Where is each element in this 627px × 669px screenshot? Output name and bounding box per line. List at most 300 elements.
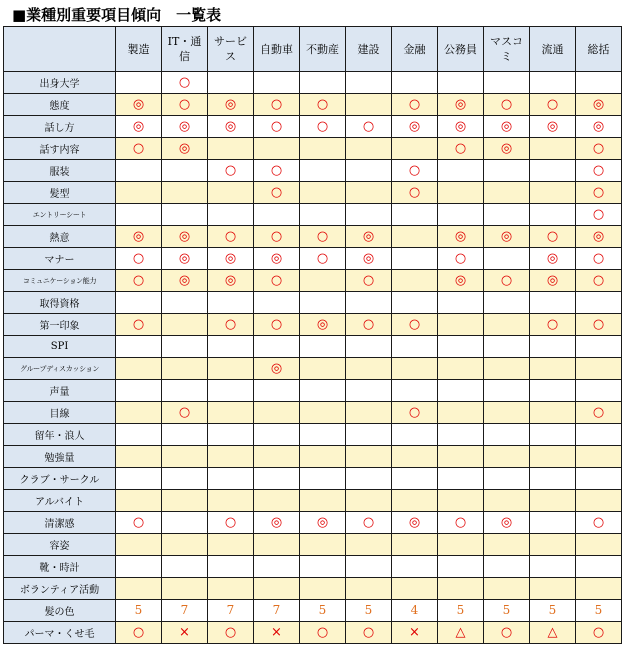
- table-row: [4, 380, 622, 402]
- table-cell: ◎: [300, 512, 346, 534]
- table-cell: [254, 556, 300, 578]
- table-cell: ○: [116, 138, 162, 160]
- table-cell: [484, 578, 530, 600]
- row-label: 取得資格: [4, 292, 116, 314]
- table-cell: 4: [392, 600, 438, 622]
- table-cell: [438, 314, 484, 336]
- table-cell: [484, 248, 530, 270]
- table-cell: [484, 314, 530, 336]
- table-cell: △: [530, 622, 576, 644]
- table-cell: ◎: [162, 248, 208, 270]
- table-cell: [300, 204, 346, 226]
- table-cell: [576, 424, 622, 446]
- table-cell: [116, 380, 162, 402]
- table-body: [4, 72, 622, 644]
- table-cell: ◎: [438, 116, 484, 138]
- table-cell: [116, 446, 162, 468]
- table-cell: [116, 358, 162, 380]
- table-cell: ○: [254, 314, 300, 336]
- table-cell: ○: [576, 402, 622, 424]
- table-cell: [392, 72, 438, 94]
- table-cell: ○: [392, 160, 438, 182]
- table-cell: ◎: [116, 226, 162, 248]
- table-cell: [530, 424, 576, 446]
- table-cell: [438, 446, 484, 468]
- table-cell: [162, 314, 208, 336]
- table-cell: [438, 380, 484, 402]
- table-cell: ○: [300, 622, 346, 644]
- table-cell: ○: [116, 622, 162, 644]
- table-cell: ○: [254, 182, 300, 204]
- table-cell: 7: [254, 600, 300, 622]
- industry-importance-table: [3, 26, 622, 644]
- table-cell: ○: [208, 226, 254, 248]
- column-header-line1: 自動車: [260, 42, 293, 56]
- table-cell: [346, 490, 392, 512]
- table-cell: ○: [162, 94, 208, 116]
- table-cell: [162, 336, 208, 358]
- table-cell: [576, 380, 622, 402]
- table-cell: [576, 534, 622, 556]
- table-cell: ○: [254, 226, 300, 248]
- table-cell: [254, 468, 300, 490]
- table-cell: ◎: [162, 138, 208, 160]
- table-cell: [116, 292, 162, 314]
- table-cell: [300, 534, 346, 556]
- table-cell: ○: [392, 402, 438, 424]
- table-row: [4, 116, 622, 138]
- table-row: [4, 94, 622, 116]
- table-cell: [254, 204, 300, 226]
- table-cell: [438, 534, 484, 556]
- row-label: 話し方: [4, 116, 116, 138]
- table-cell: [438, 292, 484, 314]
- table-cell: [300, 160, 346, 182]
- table-cell: [484, 204, 530, 226]
- table-cell: [530, 468, 576, 490]
- table-cell: ○: [530, 226, 576, 248]
- table-cell: [530, 336, 576, 358]
- table-cell: [530, 446, 576, 468]
- table-cell: ○: [438, 512, 484, 534]
- table-cell: [484, 292, 530, 314]
- table-cell: [346, 424, 392, 446]
- table-cell: [530, 292, 576, 314]
- table-cell: ◎: [530, 248, 576, 270]
- table-cell: [254, 72, 300, 94]
- table-cell: 5: [484, 600, 530, 622]
- table-row: [4, 248, 622, 270]
- table-cell: [116, 578, 162, 600]
- table-cell: [438, 336, 484, 358]
- table-cell: [392, 380, 438, 402]
- column-header-line2: ス: [225, 50, 236, 63]
- table-cell: ○: [254, 160, 300, 182]
- table-cell: [438, 358, 484, 380]
- row-label: 出身大学: [4, 72, 116, 94]
- table-cell: ○: [484, 270, 530, 292]
- table-cell: [116, 490, 162, 512]
- table-cell: [208, 446, 254, 468]
- table-cell: ◎: [346, 248, 392, 270]
- table-cell: [576, 578, 622, 600]
- table-cell: ◎: [392, 512, 438, 534]
- table-cell: ◎: [208, 270, 254, 292]
- table-cell: ○: [208, 622, 254, 644]
- row-label: 清潔感: [4, 512, 116, 534]
- table-cell: ○: [392, 314, 438, 336]
- table-cell: [300, 292, 346, 314]
- table-cell: [346, 358, 392, 380]
- table-cell: ○: [300, 116, 346, 138]
- table-cell: ○: [392, 182, 438, 204]
- table-cell: [484, 468, 530, 490]
- table-cell: ◎: [438, 270, 484, 292]
- table-cell: 5: [576, 600, 622, 622]
- column-header: [346, 27, 392, 72]
- table-cell: ◎: [530, 270, 576, 292]
- table-row: [4, 490, 622, 512]
- table-cell: [438, 182, 484, 204]
- table-row: [4, 446, 622, 468]
- column-header-line2: ミ: [501, 50, 512, 63]
- table-cell: [116, 160, 162, 182]
- table-cell: [208, 490, 254, 512]
- column-header: [300, 27, 346, 72]
- row-label: 態度: [4, 94, 116, 116]
- table-cell: [438, 72, 484, 94]
- row-label: 第一印象: [4, 314, 116, 336]
- table-cell: ×: [254, 622, 300, 644]
- row-label: クラブ・サークル: [4, 468, 116, 490]
- row-label: パーマ・くせ毛: [4, 622, 116, 644]
- table-cell: ○: [576, 314, 622, 336]
- table-cell: [438, 402, 484, 424]
- table-cell: [116, 402, 162, 424]
- row-label: 容姿: [4, 534, 116, 556]
- table-cell: [484, 446, 530, 468]
- row-label: エントリーシート: [4, 204, 116, 226]
- table-cell: [438, 490, 484, 512]
- table-cell: ◎: [208, 116, 254, 138]
- table-cell: ○: [576, 270, 622, 292]
- row-label: 髪の色: [4, 600, 116, 622]
- column-header-line1: 製造: [127, 42, 150, 56]
- table-row: [4, 534, 622, 556]
- table-cell: ◎: [576, 94, 622, 116]
- table-cell: [530, 204, 576, 226]
- table-cell: [162, 424, 208, 446]
- row-label: コミュニケーション能力: [4, 270, 116, 292]
- table-row: [4, 336, 622, 358]
- row-label: 靴・時計: [4, 556, 116, 578]
- table-cell: ◎: [116, 116, 162, 138]
- table-cell: ◎: [300, 314, 346, 336]
- table-cell: [208, 380, 254, 402]
- table-cell: ○: [300, 94, 346, 116]
- table-row: [4, 72, 622, 94]
- table-cell: [484, 424, 530, 446]
- table-cell: [346, 446, 392, 468]
- table-cell: ○: [346, 116, 392, 138]
- table-cell: [208, 578, 254, 600]
- table-cell: 5: [438, 600, 484, 622]
- table-cell: ○: [346, 314, 392, 336]
- column-header-line1: サービ: [214, 35, 247, 48]
- table-cell: [254, 534, 300, 556]
- table-cell: [208, 424, 254, 446]
- column-header-line1: IT・通: [167, 35, 202, 48]
- table-cell: ◎: [392, 116, 438, 138]
- table-cell: [346, 292, 392, 314]
- table-cell: [300, 270, 346, 292]
- table-cell: [438, 204, 484, 226]
- table-cell: ×: [162, 622, 208, 644]
- row-label: アルバイト: [4, 490, 116, 512]
- table-cell: [162, 160, 208, 182]
- table-row: [4, 600, 622, 622]
- table-cell: [300, 556, 346, 578]
- table-cell: [530, 72, 576, 94]
- column-header: [438, 27, 484, 72]
- table-cell: [300, 72, 346, 94]
- table-cell: ○: [208, 160, 254, 182]
- table-cell: [116, 204, 162, 226]
- table-cell: ○: [576, 622, 622, 644]
- table-cell: [392, 534, 438, 556]
- table-cell: ○: [116, 248, 162, 270]
- table-cell: ◎: [484, 116, 530, 138]
- table-cell: [392, 446, 438, 468]
- table-cell: [162, 512, 208, 534]
- table-cell: [254, 402, 300, 424]
- row-label: 声量: [4, 380, 116, 402]
- table-cell: ○: [484, 622, 530, 644]
- table-cell: [300, 424, 346, 446]
- table-cell: ◎: [484, 512, 530, 534]
- table-cell: ◎: [484, 138, 530, 160]
- table-cell: [300, 402, 346, 424]
- table-cell: 5: [116, 600, 162, 622]
- table-cell: [162, 446, 208, 468]
- table-cell: [346, 182, 392, 204]
- row-label: SPI: [4, 336, 116, 358]
- row-label: マナー: [4, 248, 116, 270]
- column-header: [484, 27, 530, 72]
- table-cell: ○: [116, 512, 162, 534]
- table-cell: ○: [346, 270, 392, 292]
- table-row: [4, 270, 622, 292]
- table-row: [4, 512, 622, 534]
- table-cell: [392, 336, 438, 358]
- table-cell: ◎: [530, 116, 576, 138]
- table-cell: ○: [346, 512, 392, 534]
- table-cell: ○: [576, 160, 622, 182]
- row-label: 髪型: [4, 182, 116, 204]
- table-cell: [484, 380, 530, 402]
- table-cell: [116, 424, 162, 446]
- table-cell: [484, 490, 530, 512]
- table-cell: [346, 72, 392, 94]
- table-cell: [346, 160, 392, 182]
- table-cell: ◎: [484, 226, 530, 248]
- column-header-line1: 公務員: [444, 42, 477, 56]
- table-cell: [300, 578, 346, 600]
- table-cell: [392, 270, 438, 292]
- table-cell: [116, 182, 162, 204]
- table-cell: [116, 556, 162, 578]
- table-cell: [576, 72, 622, 94]
- table-cell: [208, 182, 254, 204]
- table-cell: ○: [392, 94, 438, 116]
- table-cell: ○: [254, 270, 300, 292]
- table-row: [4, 204, 622, 226]
- table-cell: [484, 336, 530, 358]
- table-cell: [346, 468, 392, 490]
- table-row: [4, 160, 622, 182]
- table-cell: ◎: [438, 226, 484, 248]
- table-cell: ○: [438, 248, 484, 270]
- table-cell: ◎: [254, 248, 300, 270]
- column-header-line1: 流通: [541, 42, 564, 56]
- table-cell: ○: [576, 248, 622, 270]
- table-cell: [116, 72, 162, 94]
- column-header-line1: 総括: [587, 42, 610, 56]
- table-cell: [484, 556, 530, 578]
- table-cell: [162, 358, 208, 380]
- table-cell: [438, 424, 484, 446]
- table-cell: [116, 534, 162, 556]
- table-cell: [530, 358, 576, 380]
- table-cell: [208, 534, 254, 556]
- column-header: [576, 27, 622, 72]
- table-cell: [208, 358, 254, 380]
- column-header-line1: マスコ: [490, 35, 523, 48]
- table-cell: ◎: [208, 248, 254, 270]
- table-cell: [254, 490, 300, 512]
- table-cell: ◎: [162, 116, 208, 138]
- table-row: [4, 402, 622, 424]
- table-cell: [576, 556, 622, 578]
- table-cell: [530, 402, 576, 424]
- table-cell: [208, 72, 254, 94]
- table-cell: △: [438, 622, 484, 644]
- table-cell: ◎: [346, 226, 392, 248]
- table-cell: [346, 402, 392, 424]
- table-cell: [392, 556, 438, 578]
- table-cell: [300, 490, 346, 512]
- table-cell: [162, 204, 208, 226]
- table-cell: [392, 226, 438, 248]
- table-cell: [346, 380, 392, 402]
- table-cell: ◎: [576, 116, 622, 138]
- table-cell: [392, 468, 438, 490]
- table-cell: [116, 468, 162, 490]
- table-row: [4, 182, 622, 204]
- table-cell: [300, 380, 346, 402]
- table-cell: ◎: [576, 226, 622, 248]
- column-header: [392, 27, 438, 72]
- table-cell: [208, 402, 254, 424]
- table-cell: ○: [254, 94, 300, 116]
- table-cell: ◎: [208, 94, 254, 116]
- table-cell: [346, 556, 392, 578]
- table-cell: [530, 534, 576, 556]
- table-cell: [530, 556, 576, 578]
- corner-cell: [4, 27, 116, 72]
- column-header-line1: 建設: [357, 42, 380, 56]
- table-cell: 5: [346, 600, 392, 622]
- table-cell: [484, 402, 530, 424]
- table-cell: [300, 358, 346, 380]
- table-cell: [208, 204, 254, 226]
- table-cell: [300, 446, 346, 468]
- table-cell: ○: [530, 94, 576, 116]
- table-cell: ○: [576, 182, 622, 204]
- table-cell: ○: [300, 248, 346, 270]
- table-cell: [484, 160, 530, 182]
- table-cell: [162, 292, 208, 314]
- table-cell: [392, 424, 438, 446]
- table-cell: [346, 336, 392, 358]
- table-cell: [530, 138, 576, 160]
- column-header: [116, 27, 162, 72]
- table-cell: [576, 292, 622, 314]
- table-cell: ○: [208, 314, 254, 336]
- table-cell: ◎: [116, 94, 162, 116]
- table-cell: ○: [162, 72, 208, 94]
- table-cell: ○: [300, 226, 346, 248]
- table-cell: [438, 160, 484, 182]
- table-cell: [300, 468, 346, 490]
- table-cell: ○: [576, 512, 622, 534]
- table-cell: [346, 138, 392, 160]
- table-row: [4, 578, 622, 600]
- table-cell: ○: [484, 94, 530, 116]
- table-cell: [438, 578, 484, 600]
- table-row: [4, 556, 622, 578]
- row-label: 勉強量: [4, 446, 116, 468]
- table-cell: [484, 182, 530, 204]
- table-cell: [254, 292, 300, 314]
- table-row: [4, 314, 622, 336]
- table-cell: [484, 72, 530, 94]
- table-cell: [116, 336, 162, 358]
- table-cell: ○: [438, 138, 484, 160]
- row-label: 留年・浪人: [4, 424, 116, 446]
- table-cell: [530, 512, 576, 534]
- table-cell: [254, 578, 300, 600]
- table-cell: [576, 336, 622, 358]
- table-cell: [254, 138, 300, 160]
- table-cell: [300, 336, 346, 358]
- column-header: [530, 27, 576, 72]
- column-header: [208, 27, 254, 72]
- table-cell: [208, 468, 254, 490]
- table-cell: [254, 380, 300, 402]
- table-cell: 7: [208, 600, 254, 622]
- table-cell: [162, 534, 208, 556]
- table-cell: [392, 204, 438, 226]
- table-row: [4, 226, 622, 248]
- table-cell: [346, 534, 392, 556]
- table-cell: [208, 556, 254, 578]
- table-cell: ○: [254, 116, 300, 138]
- table-cell: [346, 578, 392, 600]
- table-cell: ◎: [438, 94, 484, 116]
- table-cell: [484, 534, 530, 556]
- table-cell: ◎: [162, 226, 208, 248]
